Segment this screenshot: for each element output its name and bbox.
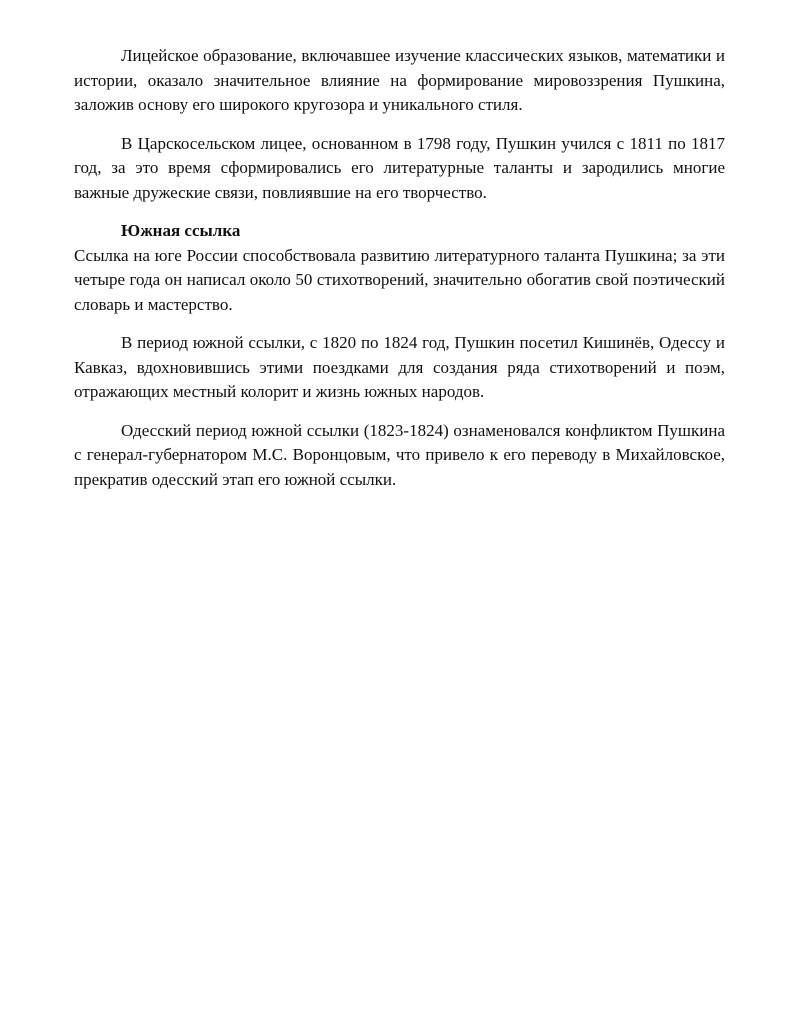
section-heading: Южная ссылка: [121, 221, 241, 240]
paragraph-tsarskoye-selo-lyceum: В Царскосельском лицее, основанном в 1798 году, Пушкин учился с 1811 по 1817 год, за это время сформировались его литературные таланты и зародились многие важные дружеские связи, повлиявшие на его творчество.: [74, 133, 725, 202]
paragraph-odessa-period: Одесский период южной ссылки (1823-1824) ознаменовался конфликтом Пушкина с генерал-губернатором М.С. Воронцовым, что привело к его переводу в Михайловское, прекратив одесский этап его южной ссылки.: [74, 420, 725, 489]
paragraph-lyceum-education: Лицейское образование, включавшее изучение классических языков, математики и истории, оказало значительное влияние на формирование мировоззрения Пушкина, заложив основу его широкого кругозора и уникального стиля.: [74, 46, 725, 114]
paragraph-southern-exile-travels: В период южной ссылки, с 1820 по 1824 год, Пушкин посетил Кишинёв, Одессу и Кавказ, вдохновившись этими поездками для создания ряда стихотворений и поэм, отражающих местный колорит и жизнь южных народов.: [74, 333, 725, 401]
paragraph-southern-exile-talent: Ссылка на юге России способствовала развитию литературного таланта Пушкина; за эти четыре года он написал около 50 стихотворений, значительно обогатив свой поэтический словарь и мастерство.: [74, 245, 725, 314]
